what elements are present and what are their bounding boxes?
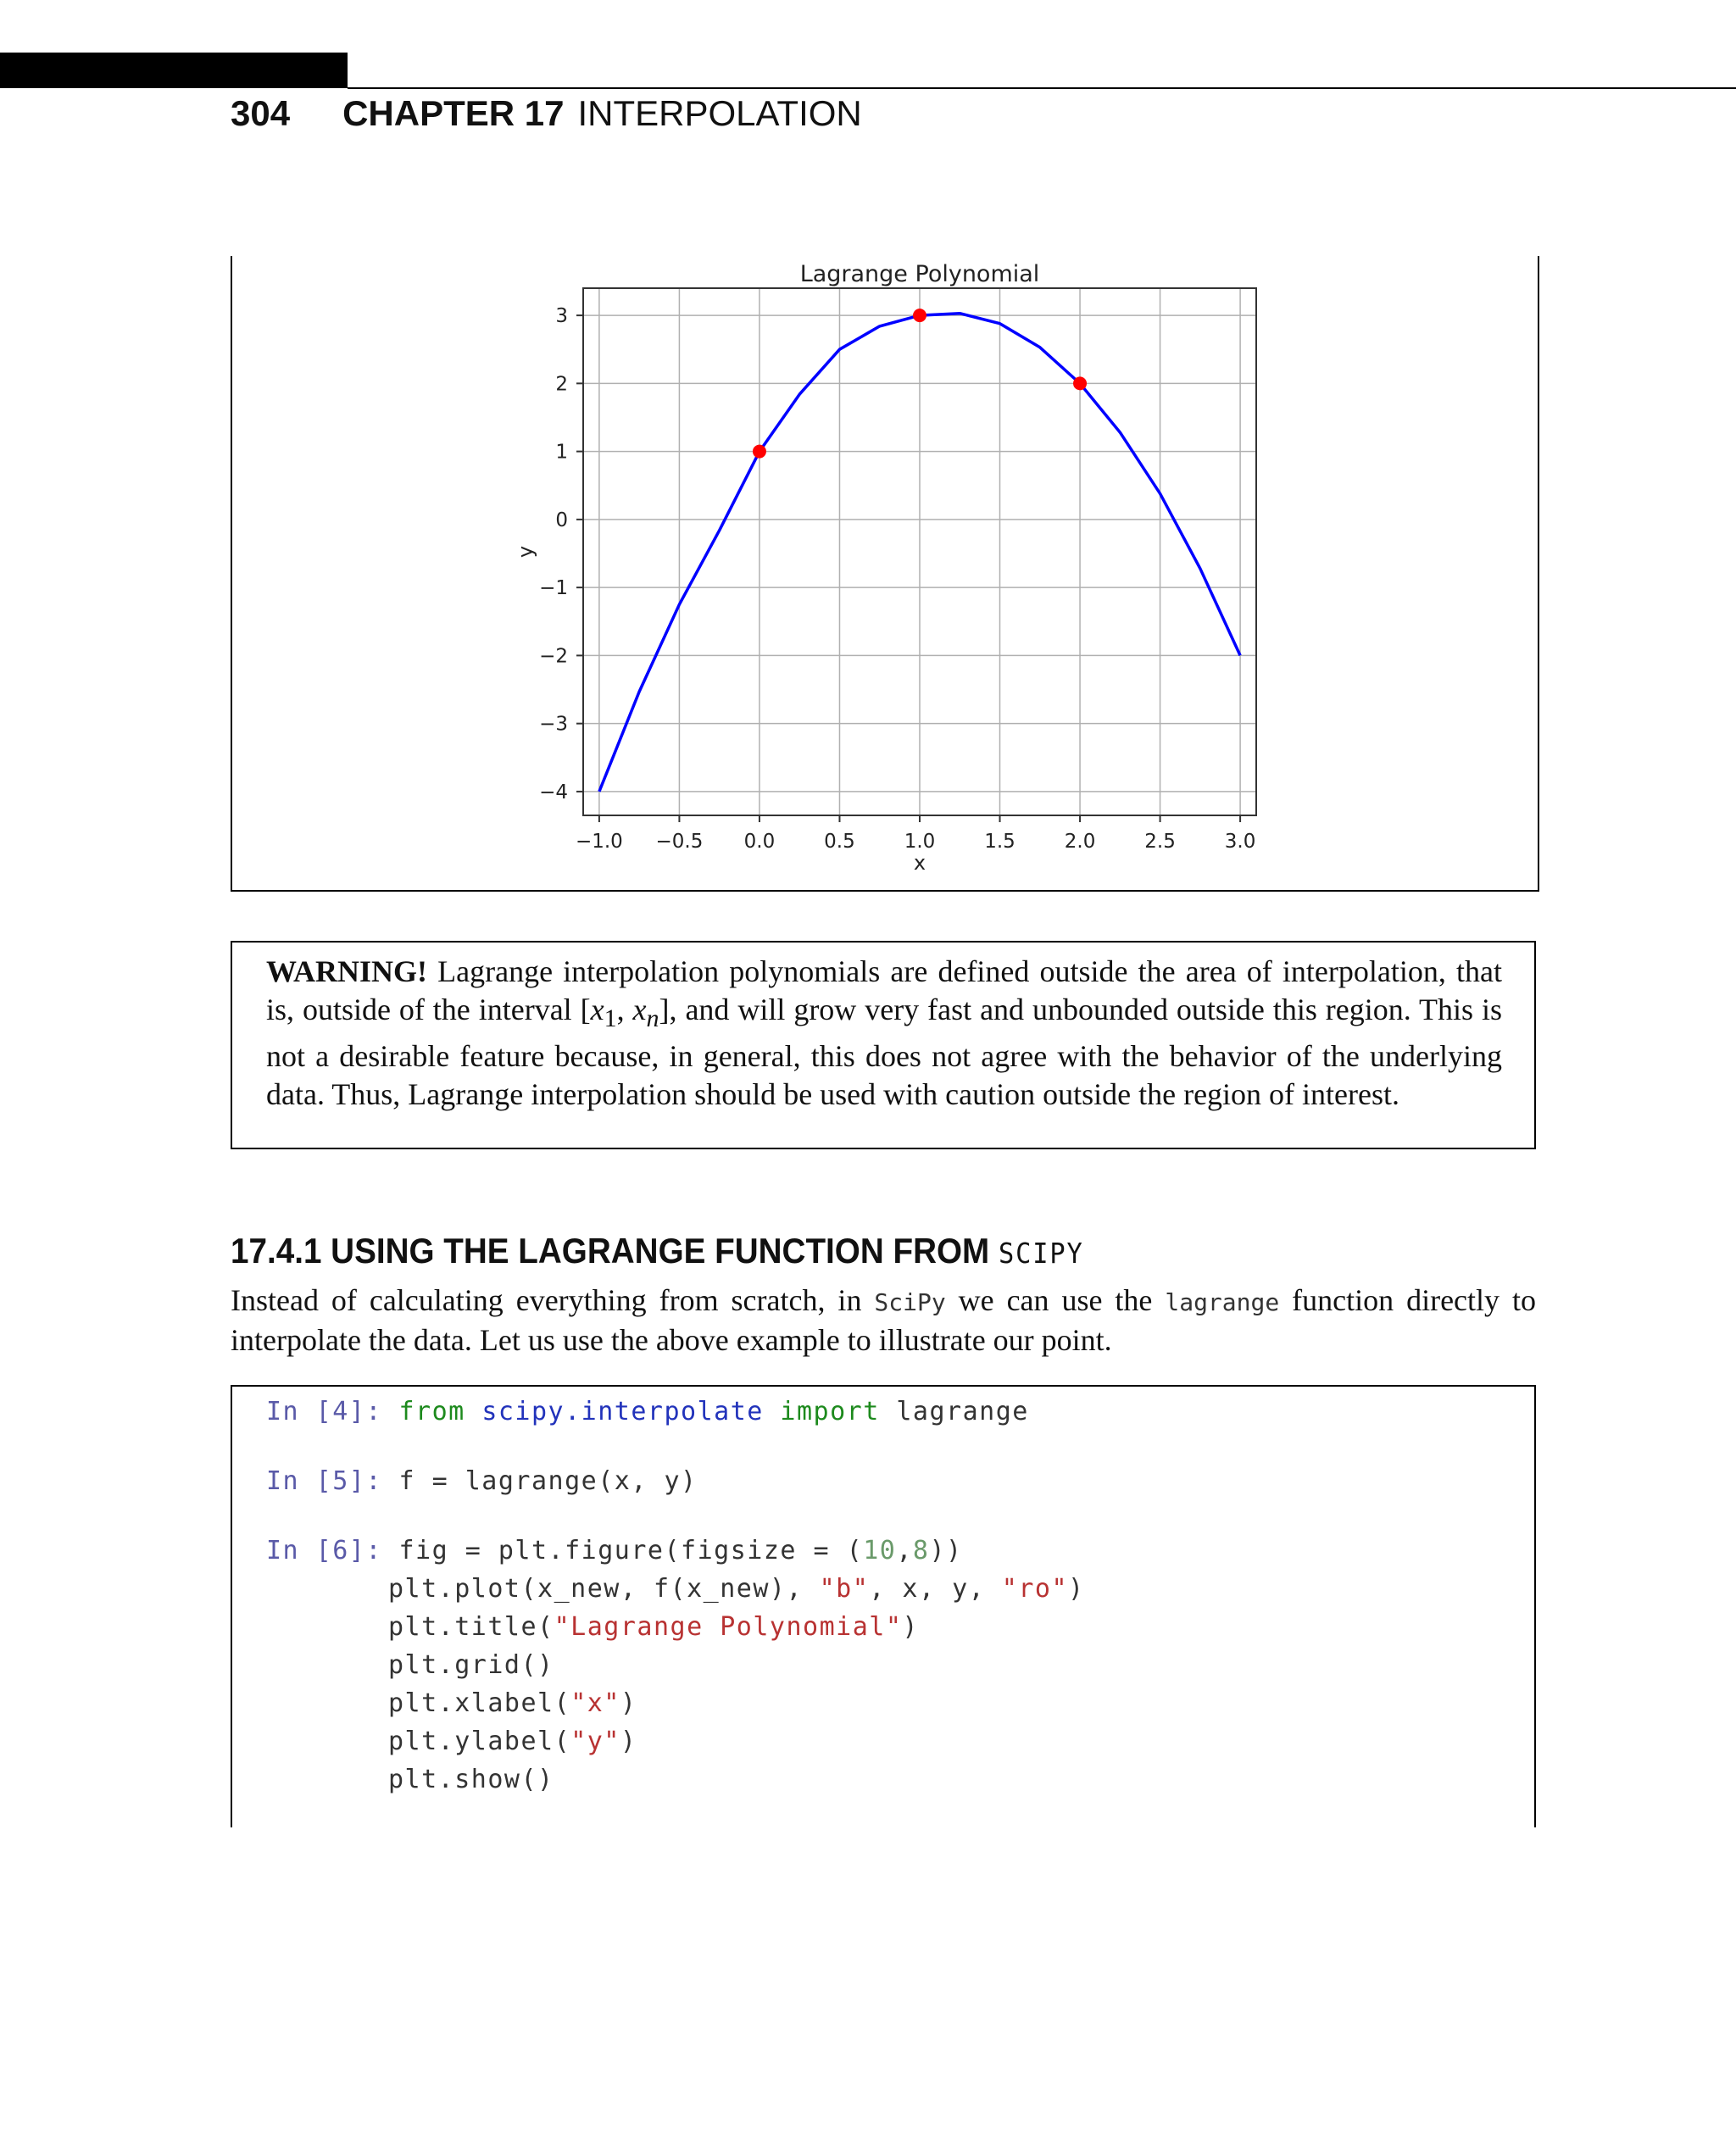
body-mono-lagrange: lagrange <box>1165 1288 1280 1316</box>
y-tick-label-4: 0 <box>555 509 568 531</box>
header-rule <box>348 87 1736 89</box>
num-8: 8 <box>912 1536 930 1565</box>
section-number-title: 17.4.1 USING THE LAGRANGE FUNCTION FROM <box>231 1231 999 1271</box>
y-axis-label: y <box>514 545 537 559</box>
prompt-6: In [6]: <box>266 1536 399 1565</box>
prompt-4: In [4]: <box>266 1397 399 1426</box>
x-tick-label-5: 1.5 <box>984 831 1015 853</box>
prompt-5: In [5]: <box>266 1466 399 1496</box>
code-8b: ) <box>902 1612 919 1642</box>
y-tick-label-5: 1 <box>555 441 568 464</box>
x-tick-label-3: 0.5 <box>824 831 855 853</box>
code-11b: ) <box>620 1727 637 1756</box>
code-10b: ) <box>620 1688 637 1718</box>
x-tick-label-1: −0.5 <box>655 831 704 853</box>
code-6a: fig = plt.figure(figsize = ( <box>398 1536 864 1565</box>
body-part-3: function directly to interpolate the data. Let us use the above example to illustrate our point. <box>231 1283 1536 1357</box>
y-tick-label-2: −2 <box>539 645 568 668</box>
y-tick-label-6: 2 <box>555 373 568 396</box>
code-7c: ) <box>1068 1574 1085 1604</box>
code-line-10 <box>388 1688 637 1718</box>
code-7a: plt.plot(x_new, f(x_new), <box>388 1574 820 1604</box>
str-ro: "ro" <box>1001 1574 1069 1604</box>
code-7b: , x, y, <box>869 1574 1002 1604</box>
x-axis-label: x <box>913 851 926 875</box>
kw-import: import <box>780 1397 880 1426</box>
header-bar <box>0 53 348 88</box>
warning-text <box>266 953 1502 1114</box>
str-title: "Lagrange Polynomial" <box>554 1612 903 1642</box>
code-line-8 <box>388 1612 919 1642</box>
chart-title: Lagrange Polynomial <box>799 261 1040 287</box>
y-tick-label-1: −3 <box>539 713 568 736</box>
code-12: plt.show() <box>388 1765 554 1794</box>
figure-frame <box>231 256 1539 892</box>
data-point-1 <box>913 309 926 322</box>
code-8a: plt.title( <box>388 1612 554 1642</box>
chapter-label: CHAPTER 17 <box>342 93 565 133</box>
x-tick-label-7: 2.5 <box>1144 831 1176 853</box>
code-line-12 <box>388 1765 554 1794</box>
page-number: 304 <box>231 93 291 133</box>
warning-box <box>231 941 1536 1149</box>
x-tick-label-8: 3.0 <box>1224 831 1256 853</box>
code-line-5 <box>266 1466 698 1496</box>
y-tick-label-7: 3 <box>555 305 568 328</box>
math-sub-n-italic: n <box>646 1004 659 1033</box>
import-target: lagrange <box>879 1397 1029 1426</box>
math-comma: , <box>616 993 633 1026</box>
str-b: "b" <box>819 1574 870 1604</box>
data-point-2 <box>1073 376 1087 390</box>
code-line-6 <box>266 1536 963 1565</box>
x-tick-label-0: −1.0 <box>575 831 623 853</box>
code-line-7 <box>388 1574 1085 1604</box>
str-x: "x" <box>570 1688 620 1718</box>
y-tick-label-3: −1 <box>539 577 568 600</box>
body-part-2: we can use the <box>945 1283 1166 1317</box>
math-sub-n <box>647 1004 659 1032</box>
math-xn: x <box>632 993 647 1026</box>
body-paragraph <box>231 1282 1536 1360</box>
math-x1: x <box>590 993 604 1026</box>
kw-from: from <box>398 1397 465 1426</box>
chapter-title: INTERPOLATION <box>577 93 862 133</box>
code-5: f = lagrange(x, y) <box>398 1466 698 1496</box>
x-tick-label-6: 2.0 <box>1064 831 1096 853</box>
code-line-4 <box>266 1397 1029 1426</box>
code-6b: )) <box>929 1536 963 1565</box>
code-9: plt.grid() <box>388 1650 554 1680</box>
num-10: 10 <box>863 1536 897 1565</box>
code-10a: plt.xlabel( <box>388 1688 571 1718</box>
body-part-1: Instead of calculating everything from scratch, in <box>231 1283 875 1317</box>
running-head <box>231 93 862 144</box>
warning-label: WARNING! <box>266 954 428 988</box>
code-11a: plt.ylabel( <box>388 1727 571 1756</box>
code-6-comma: , <box>896 1536 913 1565</box>
warning-text-1: Lagrange interpolation polynomials are defined outside the area of interpolation, that is, outside of the interval [ <box>266 954 1502 1026</box>
math-sub-1: 1 <box>604 1004 617 1033</box>
code-block <box>231 1385 1536 1827</box>
y-tick-label-0: −4 <box>539 781 568 804</box>
x-tick-label-4: 1.0 <box>904 831 936 853</box>
warning-text-2: ], and will grow very fast and unbounded outside this region. This is not a desirable feature because, in general, this does not agree with the behavior of the underlying data. Thus, Lagrange interpolation should be used with caution outside the region of interest. <box>266 993 1502 1112</box>
data-point-0 <box>753 445 766 459</box>
code-line-11 <box>388 1727 637 1756</box>
section-heading <box>231 1231 1084 1271</box>
lagrange-chart <box>232 256 1538 890</box>
str-y: "y" <box>570 1727 620 1756</box>
x-tick-label-2: 0.0 <box>743 831 776 853</box>
section-mono: SCIPY <box>998 1237 1084 1270</box>
code-line-9 <box>388 1650 554 1680</box>
body-mono-scipy: SciPy <box>874 1288 946 1316</box>
module-name: scipy.interpolate <box>481 1397 764 1426</box>
